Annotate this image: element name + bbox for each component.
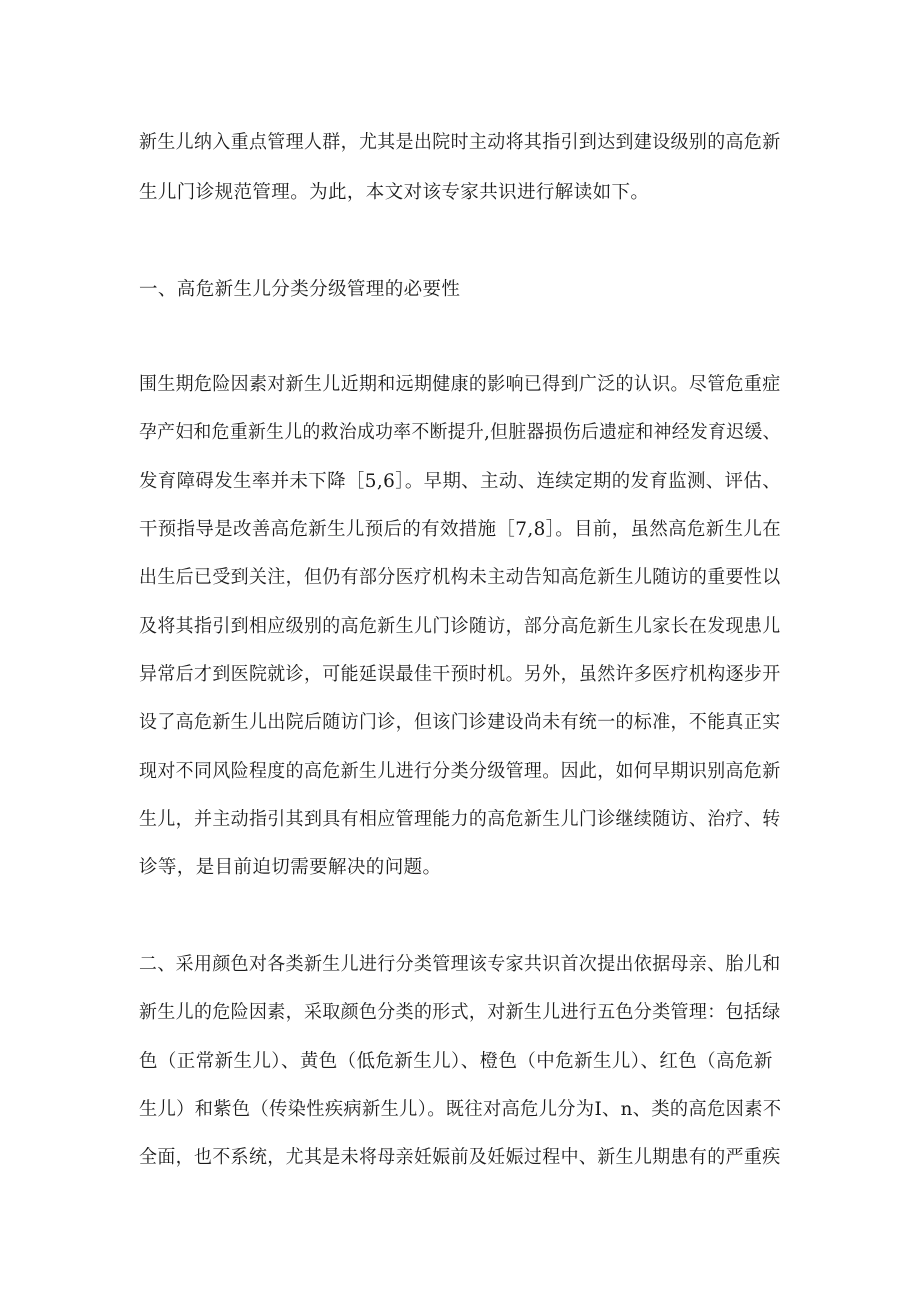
section-1-line-3: 发育障碍发生率并未下降［5,6］。早期、主动、连续定期的发育监测、评估、 (139, 471, 782, 492)
section-2-line-1: 二、采用颜色对各类新生儿进行分类管理该专家共识首次提出依据母亲、胎儿和 (139, 954, 781, 975)
section-1-line-2: 孕产妇和危重新生儿的救治成功率不断提升,但脏器损伤后遗症和神经发育迟缓、 (139, 422, 781, 443)
section-1-line-9: 现对不同风险程度的高危新生儿进行分类分级管理。因此，如何早期识别高危新 (139, 761, 781, 782)
section-1-line-10: 生儿，并主动指引其到具有相应管理能力的高危新生儿门诊继续随访、治疗、转 (139, 809, 781, 830)
section-1-heading: 一、高危新生儿分类分级管理的必要性 (139, 279, 461, 300)
section-1-line-4: 干预指导是改善高危新生儿预后的有效措施［7,8］。目前，虽然高危新生儿在 (139, 519, 782, 540)
intro-line-1: 新生儿纳入重点管理人群，尤其是出院时主动将其指引到达到建设级别的高危新 (139, 132, 781, 153)
section-2-line-5: 全面，也不系统，尤其是未将母亲妊娠前及妊娠过程中、新生儿期患有的严重疾 (139, 1147, 781, 1168)
section-1-line-6: 及将其指引到相应级别的高危新生儿门诊随访，部分高危新生儿家长在发现患儿 (139, 616, 781, 637)
section-1-line-8: 设了高危新生儿出院后随访门诊，但该门诊建设尚未有统一的标准，不能真正实 (139, 712, 781, 733)
section-1-line-1: 围生期危险因素对新生儿近期和远期健康的影响已得到广泛的认识。尽管危重症 (139, 374, 781, 395)
section-2-line-2: 新生儿的危险因素，采取颜色分类的形式，对新生儿进行五色分类管理：包括绿 (139, 1002, 781, 1023)
section-1-line-11: 诊等，是目前迫切需要解决的问题。 (139, 857, 442, 878)
intro-line-2: 生儿门诊规范管理。为此，本文对该专家共识进行解读如下。 (139, 182, 650, 203)
section-2-line-3: 色（正常新生儿）、黄色（低危新生儿）、橙色（中危新生儿）、红色（高危新 (139, 1051, 773, 1072)
section-1-line-5: 出生后已受到关注，但仍有部分医疗机构未主动告知高危新生儿随访的重要性以 (139, 567, 781, 588)
section-2-line-4: 生儿）和紫色（传染性疾病新生儿）。既往对高危儿分为Ⅰ、n、类的高危因素不 (139, 1099, 782, 1120)
section-1-line-7: 异常后才到医院就诊，可能延误最佳干预时机。另外，虽然许多医疗机构逐步开 (139, 664, 781, 685)
